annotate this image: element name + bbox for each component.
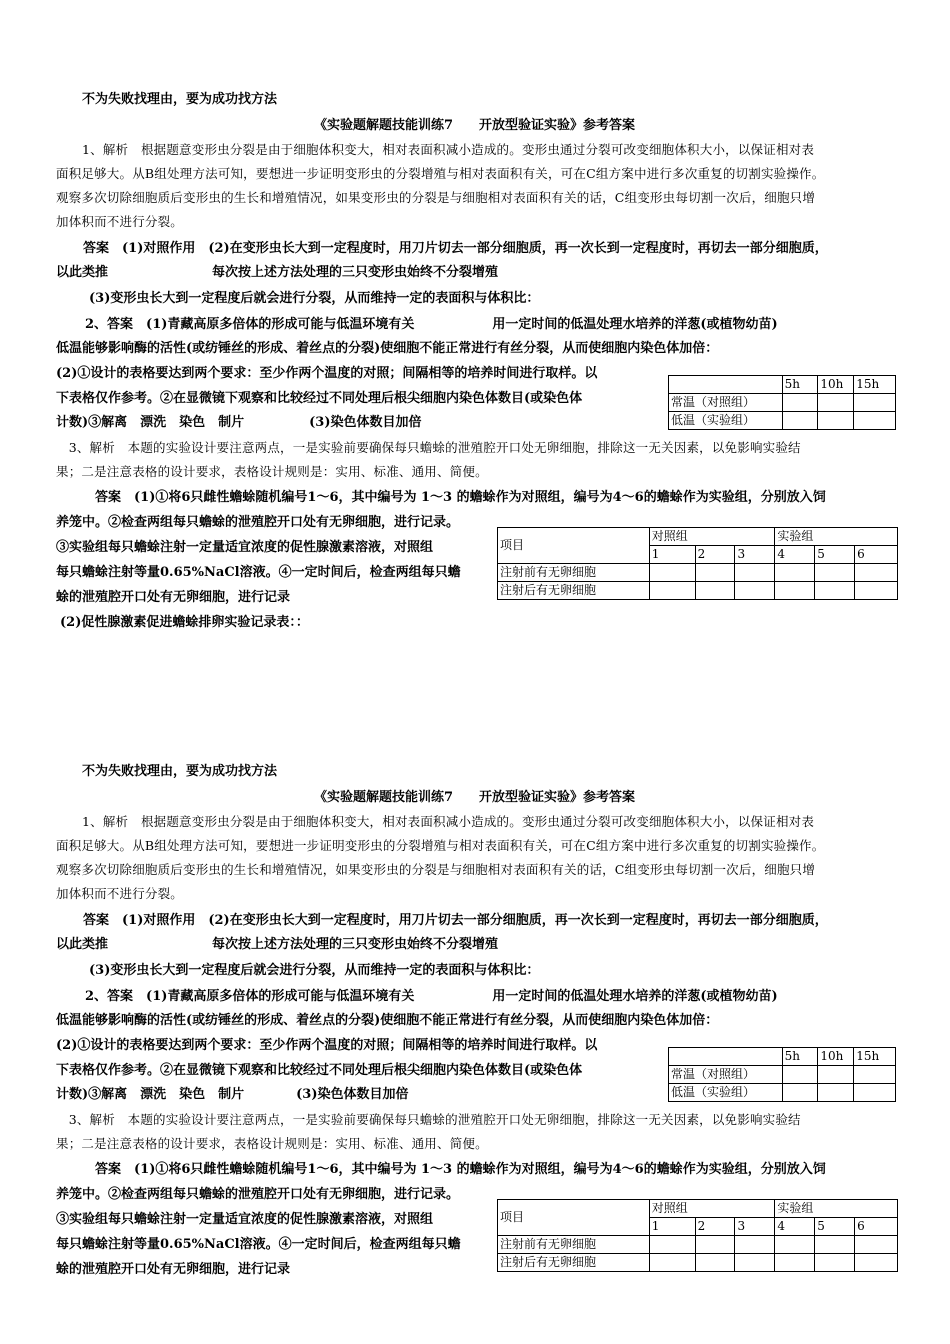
- table-cell: [818, 1066, 854, 1084]
- table-cell: 15h: [854, 1048, 896, 1066]
- table-cell: [854, 1084, 896, 1102]
- table-row: [498, 1254, 898, 1272]
- table-row: [498, 528, 898, 546]
- q2-answer-line: 低温能够影响酶的活性(或纺锤丝的形成、着丝点的分裂)使细胞不能正常进行有丝分裂，从而使细胞内染色体加倍：: [56, 1013, 719, 1028]
- table-row: [498, 1236, 898, 1254]
- q3-analysis-line: 3、解析 本题的实验设计要注意两点，一是实验前要确保每只蟾蜍的泄殖腔开口处无卵细胞，排除这一无关因素，以免影响实验结: [56, 1112, 801, 1127]
- table-cell: [782, 394, 818, 412]
- q1-analysis-line: 加体积而不进行分裂。: [56, 214, 184, 229]
- q2-answer-line: (2)①设计的表格要达到两个要求：至少作两个温度的对照；间隔相等的培养时间进行取样。以: [56, 366, 598, 381]
- table-cell: [695, 1236, 735, 1254]
- table-cell: 实验组: [775, 528, 898, 546]
- table-row: [669, 394, 896, 412]
- table-cell: [855, 564, 898, 582]
- q1-analysis-line: 观察多次切除细胞质后变形虫的生长和增殖情况，如果变形虫的分裂是与细胞相对表面积有关的话，C组变形虫每切割一次后，细胞只增: [56, 190, 816, 205]
- q1-analysis-line: 观察多次切除细胞质后变形虫的生长和增殖情况，如果变形虫的分裂是与细胞相对表面积有关的话，C组变形虫每切割一次后，细胞只增: [56, 862, 816, 877]
- q2-answer-line: 2、答案 (1)青藏高原多倍体的形成可能与低温环境有关 用一定时间的低温处理水培养的洋葱(或植物幼苗): [72, 317, 778, 332]
- table-cell: [818, 412, 854, 430]
- table-cell: 3: [735, 1218, 775, 1236]
- document-page-2: [0, 672, 950, 1344]
- table-cell: [775, 1236, 815, 1254]
- table-cell: 4: [775, 546, 815, 564]
- table-cell: 常温（对照组）: [669, 1066, 783, 1084]
- table-cell: 实验组: [775, 1200, 898, 1218]
- table-cell: [649, 1236, 695, 1254]
- table-cell: [854, 1066, 896, 1084]
- table-cell: [669, 376, 783, 394]
- table-row: [498, 582, 898, 600]
- table-cell: [649, 582, 695, 600]
- table-cell: [854, 412, 896, 430]
- table-cell: [649, 1254, 695, 1272]
- table-cell: 15h: [854, 376, 896, 394]
- table-cell: 5: [815, 1218, 855, 1236]
- q1-answer-line: (3)变形虫长大到一定程度后就会进行分裂，从而维持一定的表面积与体积比：: [76, 291, 540, 306]
- table-row: [669, 1084, 896, 1102]
- table-cell: [775, 564, 815, 582]
- q3-answer-line: ③实验组每只蟾蜍注射一定量适宜浓度的促性腺激素溶液，对照组: [56, 540, 434, 555]
- q2-answer-line: 低温能够影响酶的活性(或纺锤丝的形成、着丝点的分裂)使细胞不能正常进行有丝分裂，从而使细胞内染色体加倍：: [56, 341, 719, 356]
- table-cell: [695, 564, 735, 582]
- table-cell: 注射前有无卵细胞: [498, 564, 650, 582]
- table-row: [498, 564, 898, 582]
- q3-answer-line: 养笼中。②检查两组每只蟾蜍的泄殖腔开口处有无卵细胞，进行记录。: [56, 1187, 460, 1202]
- table-row: [669, 412, 896, 430]
- table-cell: [735, 564, 775, 582]
- table-cell: 6: [855, 546, 898, 564]
- table-cell: [815, 564, 855, 582]
- q3-analysis-line: 3、解析 本题的实验设计要注意两点，一是实验前要确保每只蟾蜍的泄殖腔开口处无卵细胞，排除这一无关因素，以免影响实验结: [56, 440, 801, 455]
- table-cell: [775, 1254, 815, 1272]
- table-cell: 2: [695, 546, 735, 564]
- q3-answer-line: 蜍的泄殖腔开口处有无卵细胞，进行记录: [56, 1262, 291, 1277]
- q1-answer-line: 答案 (1)对照作用 (2)在变形虫长大到一定程度时，用刀片切去一部分细胞质，再一次长到一定程度时，再切去一部分细胞质，: [70, 241, 828, 256]
- table-cell: [855, 1236, 898, 1254]
- temperature-table: [668, 375, 896, 430]
- document-title: 《实验题解题技能训练7 开放型验证实验》参考答案: [314, 790, 636, 805]
- table-cell: 5: [815, 546, 855, 564]
- page-header: 不为失败找理由，要为成功找方法: [82, 764, 278, 779]
- table-cell: 项目: [498, 528, 650, 564]
- table-cell: 5h: [782, 1048, 818, 1066]
- q3-answer-line: 答案 (1)①将6只雌性蟾蜍随机编号1～6，其中编号为 1～3 的蟾蜍作为对照组，编号为4～6的蟾蜍作为实验组，分别放入饲: [56, 1162, 826, 1177]
- table-cell: [855, 1254, 898, 1272]
- table-cell: 注射后有无卵细胞: [498, 582, 650, 600]
- q3-answer-line: 蜍的泄殖腔开口处有无卵细胞，进行记录: [56, 590, 291, 605]
- table-cell: 10h: [818, 1048, 854, 1066]
- q2-answer-line: 计数)③解离 漂洗 染色 制片 (3)染色体数目加倍: [56, 1087, 409, 1102]
- table-cell: [735, 1236, 775, 1254]
- table-cell: [775, 582, 815, 600]
- q1-analysis-line: 加体积而不进行分裂。: [56, 886, 184, 901]
- table-cell: [815, 1236, 855, 1254]
- table-cell: [855, 582, 898, 600]
- table-cell: 注射前有无卵细胞: [498, 1236, 650, 1254]
- table-cell: [649, 564, 695, 582]
- q1-answer-line: 答案 (1)对照作用 (2)在变形虫长大到一定程度时，用刀片切去一部分细胞质，再一次长到一定程度时，再切去一部分细胞质，: [70, 913, 828, 928]
- toad-ovulation-table: [497, 527, 898, 600]
- q1-analysis-line: 面积足够大。从B组处理方法可知，要想进一步证明变形虫的分裂增殖与相对表面积有关，可在C组方案中进行多次重复的切割实验操作。: [56, 838, 825, 853]
- table-cell: 1: [649, 1218, 695, 1236]
- table-cell: [815, 1254, 855, 1272]
- page-header: 不为失败找理由，要为成功找方法: [82, 92, 278, 107]
- q3-answer-line: 每只蟾蜍注射等量0.65%NaCl溶液。④一定时间后，检查两组每只蟾: [56, 565, 461, 580]
- table-cell: 注射后有无卵细胞: [498, 1254, 650, 1272]
- table-cell: [735, 582, 775, 600]
- table-cell: [818, 1084, 854, 1102]
- table-row: [498, 1200, 898, 1218]
- table-cell: 项目: [498, 1200, 650, 1236]
- q2-answer-line: 计数)③解离 漂洗 染色 制片 (3)染色体数目加倍: [56, 415, 422, 430]
- table-cell: [735, 1254, 775, 1272]
- table-cell: [669, 1048, 783, 1066]
- table-cell: 4: [775, 1218, 815, 1236]
- q2-answer-line: (2)①设计的表格要达到两个要求：至少作两个温度的对照；间隔相等的培养时间进行取样。以: [56, 1038, 598, 1053]
- q2-answer-line: 下表格仅作参考。②在显微镜下观察和比较经过不同处理后根尖细胞内染色体数目(或染色体: [56, 1063, 583, 1078]
- q1-analysis-line: 1、解析 根据题意变形虫分裂是由于细胞体积变大，相对表面积减小造成的。变形虫通过分裂可改变细胞体积大小，以保证相对表: [82, 142, 815, 157]
- q1-answer-line: (3)变形虫长大到一定程度后就会进行分裂，从而维持一定的表面积与体积比：: [76, 963, 540, 978]
- q1-analysis-line: 面积足够大。从B组处理方法可知，要想进一步证明变形虫的分裂增殖与相对表面积有关，可在C组方案中进行多次重复的切割实验操作。: [56, 166, 825, 181]
- q3-answer-line: 养笼中。②检查两组每只蟾蜍的泄殖腔开口处有无卵细胞，进行记录。: [56, 515, 460, 530]
- table-cell: [818, 394, 854, 412]
- table-row: [669, 376, 896, 394]
- table-cell: [782, 412, 818, 430]
- q3-answer-line: 答案 (1)①将6只雌性蟾蜍随机编号1～6，其中编号为 1～3 的蟾蜍作为对照组，编号为4～6的蟾蜍作为实验组，分别放入饲: [56, 490, 826, 505]
- table-cell: [782, 1084, 818, 1102]
- table-row: [669, 1048, 896, 1066]
- q2-answer-line: 下表格仅作参考。②在显微镜下观察和比较经过不同处理后根尖细胞内染色体数目(或染色体: [56, 391, 583, 406]
- table-cell: 低温（实验组）: [669, 1084, 783, 1102]
- table-row: [669, 1066, 896, 1084]
- document-title: 《实验题解题技能训练7 开放型验证实验》参考答案: [314, 118, 636, 133]
- temperature-table: [668, 1047, 896, 1102]
- table-cell: 对照组: [649, 528, 775, 546]
- table-cell: 6: [855, 1218, 898, 1236]
- table-cell: [782, 1066, 818, 1084]
- q3-answer-line: 每只蟾蜍注射等量0.65%NaCl溶液。④一定时间后，检查两组每只蟾: [56, 1237, 461, 1252]
- table-cell: 10h: [818, 376, 854, 394]
- q3-analysis-line: 果；二是注意表格的设计要求，表格设计规则是：实用、标准、通用、简便。: [56, 1136, 488, 1151]
- table-cell: 1: [649, 546, 695, 564]
- table-cell: [695, 1254, 735, 1272]
- toad-ovulation-table: [497, 1199, 898, 1272]
- q1-answer-line: 以此类推 每次按上述方法处理的三只变形虫始终不分裂增殖: [56, 937, 499, 952]
- table-cell: 3: [735, 546, 775, 564]
- table-cell: 低温（实验组）: [669, 412, 783, 430]
- table-cell: 2: [695, 1218, 735, 1236]
- q2-answer-line: 2、答案 (1)青藏高原多倍体的形成可能与低温环境有关 用一定时间的低温处理水培养的洋葱(或植物幼苗): [72, 989, 778, 1004]
- table-cell: 5h: [782, 376, 818, 394]
- q1-answer-line: 以此类推 每次按上述方法处理的三只变形虫始终不分裂增殖: [56, 265, 499, 280]
- table-cell: [695, 582, 735, 600]
- q3-answer-line: ③实验组每只蟾蜍注射一定量适宜浓度的促性腺激素溶液，对照组: [56, 1212, 434, 1227]
- q3-analysis-line: 果；二是注意表格的设计要求，表格设计规则是：实用、标准、通用、简便。: [56, 464, 488, 479]
- table-cell: [854, 394, 896, 412]
- q3-footer-line: (2)促性腺激素促进蟾蜍排卵实验记录表：：: [60, 615, 309, 630]
- q1-analysis-line: 1、解析 根据题意变形虫分裂是由于细胞体积变大，相对表面积减小造成的。变形虫通过分裂可改变细胞体积大小，以保证相对表: [82, 814, 815, 829]
- table-cell: [815, 582, 855, 600]
- table-cell: 对照组: [649, 1200, 775, 1218]
- table-cell: 常温（对照组）: [669, 394, 783, 412]
